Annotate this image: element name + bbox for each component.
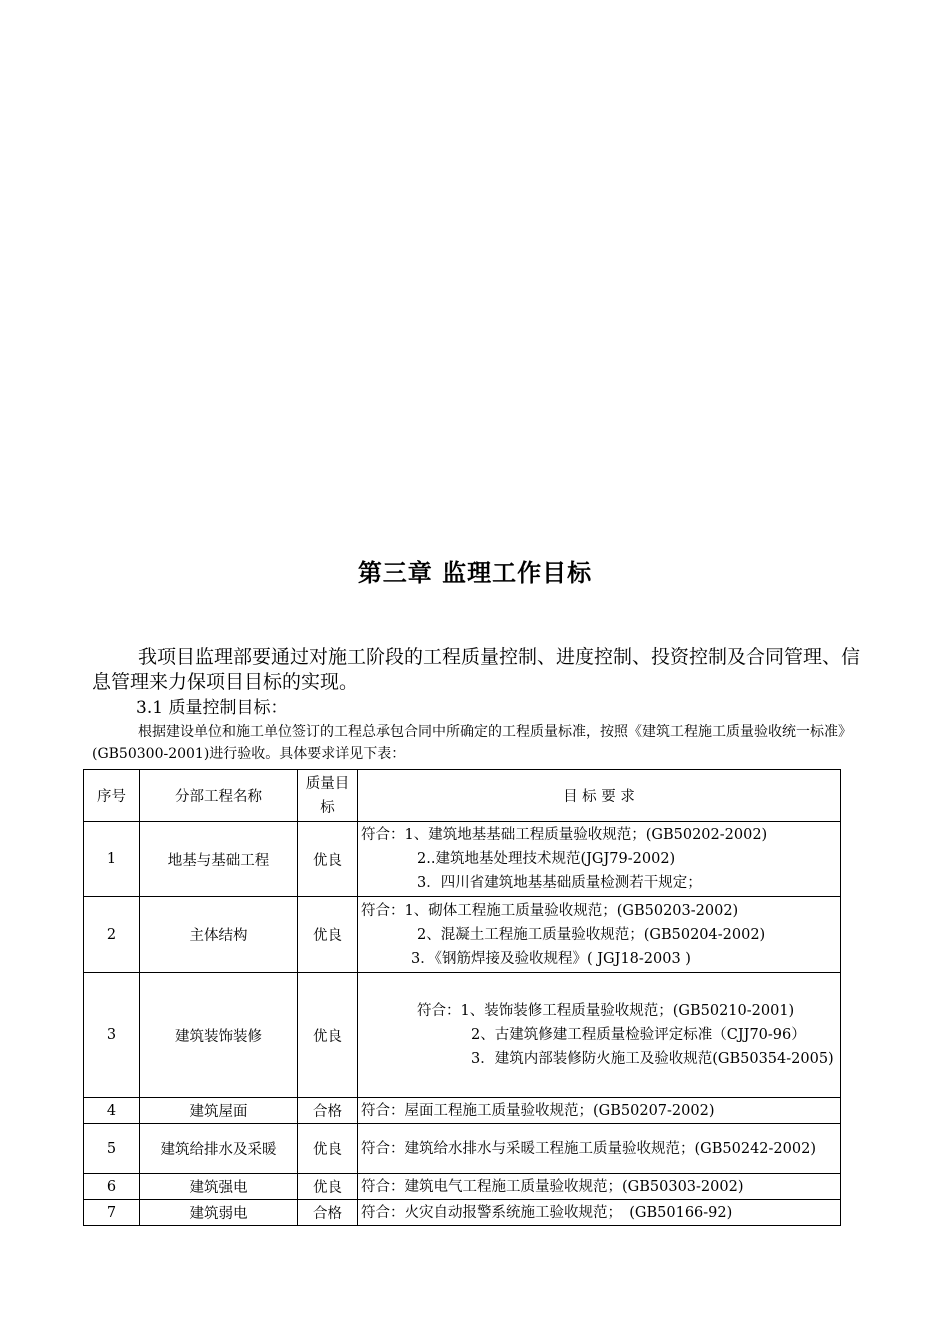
row-no: 1 — [84, 822, 140, 897]
row-quality: 优良 — [298, 1174, 358, 1200]
row-no: 5 — [84, 1124, 140, 1174]
table-header-row — [84, 770, 841, 822]
basis-paragraph: 根据建设单位和施工单位签订的工程总承包合同中所确定的工程质量标准，按照《建筑工程施工质量验收统一标准》(GB50300-2001)进行验收。具体要求详见下表： — [92, 724, 852, 762]
row-quality: 优良 — [298, 973, 358, 1098]
row-name: 建筑弱电 — [140, 1200, 298, 1226]
req-line: 2、古建筑修建工程质量检验评定标准（CJJ70-96） — [471, 1027, 806, 1043]
table-row — [84, 1098, 841, 1124]
header-name: 分部工程名称 — [140, 770, 298, 822]
req-line: 符合：屋面工程施工质量验收规范；(GB50207-2002) — [361, 1102, 715, 1119]
table-row — [84, 1200, 841, 1226]
req-line: 符合：1、砌体工程施工质量验收规范；(GB50203-2002) — [361, 902, 739, 919]
header-requirements: 目 标 要 求 — [358, 770, 841, 822]
header-no: 序号 — [84, 770, 140, 822]
row-no: 3 — [84, 973, 140, 1098]
chapter-title: 第三章 监理工作目标 — [357, 559, 593, 587]
req-line: 符合：建筑电气工程施工质量验收规范；(GB50303-2002) — [361, 1178, 744, 1195]
header-quality: 质量目标 — [298, 770, 358, 822]
row-quality: 合格 — [298, 1200, 358, 1226]
row-requirements — [358, 897, 841, 973]
row-no: 2 — [84, 897, 140, 973]
req-line: 3．《钢筋焊接及验收规程》( JGJ18-2003 ) — [411, 950, 691, 967]
intro-paragraph: 我项目监理部要通过对施工阶段的工程质量控制、进度控制、投资控制及合同管理、信息管理来力保项目目标的实现。 — [92, 646, 861, 693]
row-no: 4 — [84, 1098, 140, 1124]
req-line: 2..建筑地基处理技术规范(JGJ79-2002) — [417, 851, 676, 867]
row-name: 建筑屋面 — [140, 1098, 298, 1124]
row-no: 7 — [84, 1200, 140, 1226]
table-row — [84, 822, 841, 897]
quality-target-table — [83, 769, 841, 1226]
row-name: 建筑装饰装修 — [140, 973, 298, 1098]
row-quality: 优良 — [298, 822, 358, 897]
table-row — [84, 1124, 841, 1174]
row-quality: 优良 — [298, 1124, 358, 1174]
table-row — [84, 897, 841, 973]
req-line: 符合：1、建筑地基基础工程质量验收规范；(GB50202-2002) — [361, 827, 768, 843]
req-line: 3．四川省建筑地基基础质量检测若干规定； — [417, 875, 702, 891]
row-quality: 合格 — [298, 1098, 358, 1124]
req-line: 符合：1、装饰装修工程质量验收规范；(GB50210-2001) — [417, 1003, 795, 1019]
req-line: 3．建筑内部装修防火施工及验收规范(GB50354-2005) — [471, 1051, 834, 1067]
table-row — [84, 973, 841, 1098]
req-line: 符合：火灾自动报警系统施工验收规范； (GB50166-92) — [361, 1204, 733, 1221]
row-requirements — [358, 1200, 841, 1226]
row-name: 建筑强电 — [140, 1174, 298, 1200]
req-line: 符合：建筑给水排水与采暖工程施工质量验收规范；(GB50242-2002) — [361, 1140, 816, 1157]
table-row — [84, 1174, 841, 1200]
row-requirements — [358, 973, 841, 1098]
req-line: 2、混凝土工程施工质量验收规范；(GB50204-2002) — [417, 926, 766, 943]
row-requirements — [358, 1174, 841, 1200]
row-requirements — [358, 1124, 841, 1174]
row-name: 地基与基础工程 — [140, 822, 298, 897]
row-quality: 优良 — [298, 897, 358, 973]
section-heading: 3.1 质量控制目标： — [136, 698, 288, 718]
row-name: 主体结构 — [140, 897, 298, 973]
row-name: 建筑给排水及采暖 — [140, 1124, 298, 1174]
row-requirements — [358, 822, 841, 897]
row-requirements — [358, 1098, 841, 1124]
row-no: 6 — [84, 1174, 140, 1200]
